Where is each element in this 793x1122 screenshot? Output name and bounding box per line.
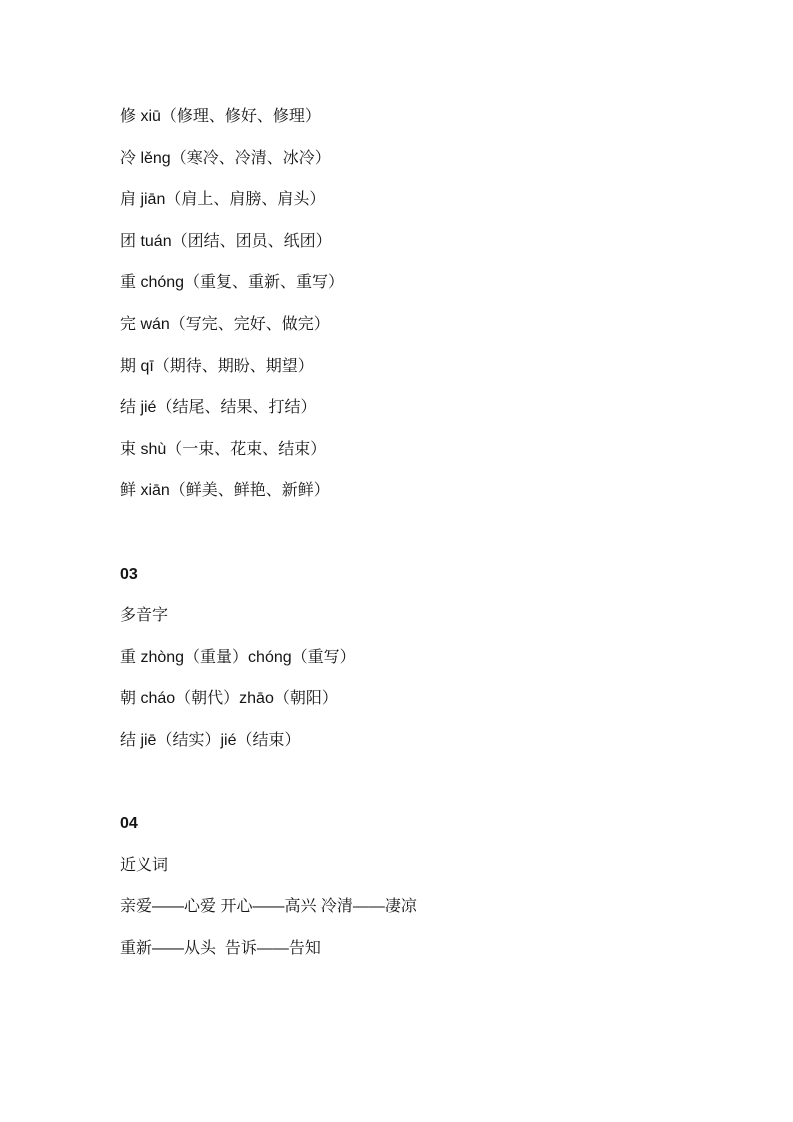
section-number-04: 04 — [120, 815, 138, 832]
word-entry: 束 shù（一束、花束、结束） — [120, 441, 327, 458]
synonym-entry: 重新——从头 告诉——告知 — [120, 940, 321, 957]
word-entry: 完 wán（写完、完好、做完） — [120, 316, 330, 333]
polyphone-entry: 重 zhòng（重量）chóng（重写） — [120, 649, 356, 666]
word-entry: 结 jié（结尾、结果、打结） — [120, 399, 317, 416]
word-entry: 冷 lěng（寒冷、冷清、冰冷） — [120, 150, 331, 167]
word-entry: 鲜 xiān（鲜美、鲜艳、新鲜） — [120, 482, 330, 499]
section-title-synonyms: 近义词 — [120, 857, 169, 874]
word-entry: 团 tuán（团结、团员、纸团） — [120, 233, 332, 250]
synonym-entry: 亲爱——心爱 开心——高兴 冷清——凄凉 — [120, 898, 417, 915]
word-entry: 修 xiū（修理、修好、修理） — [120, 108, 321, 125]
word-entry: 期 qī（期待、期盼、期望） — [120, 358, 314, 375]
polyphone-entry: 朝 cháo（朝代）zhāo（朝阳） — [120, 690, 338, 707]
polyphone-entry: 结 jiē（结实）jié（结束） — [120, 732, 301, 749]
word-entry: 肩 jiān（肩上、肩膀、肩头） — [120, 191, 326, 208]
section-number-03: 03 — [120, 566, 138, 583]
section-title-polyphones: 多音字 — [120, 607, 169, 624]
word-entry: 重 chóng（重复、重新、重写） — [120, 274, 345, 291]
